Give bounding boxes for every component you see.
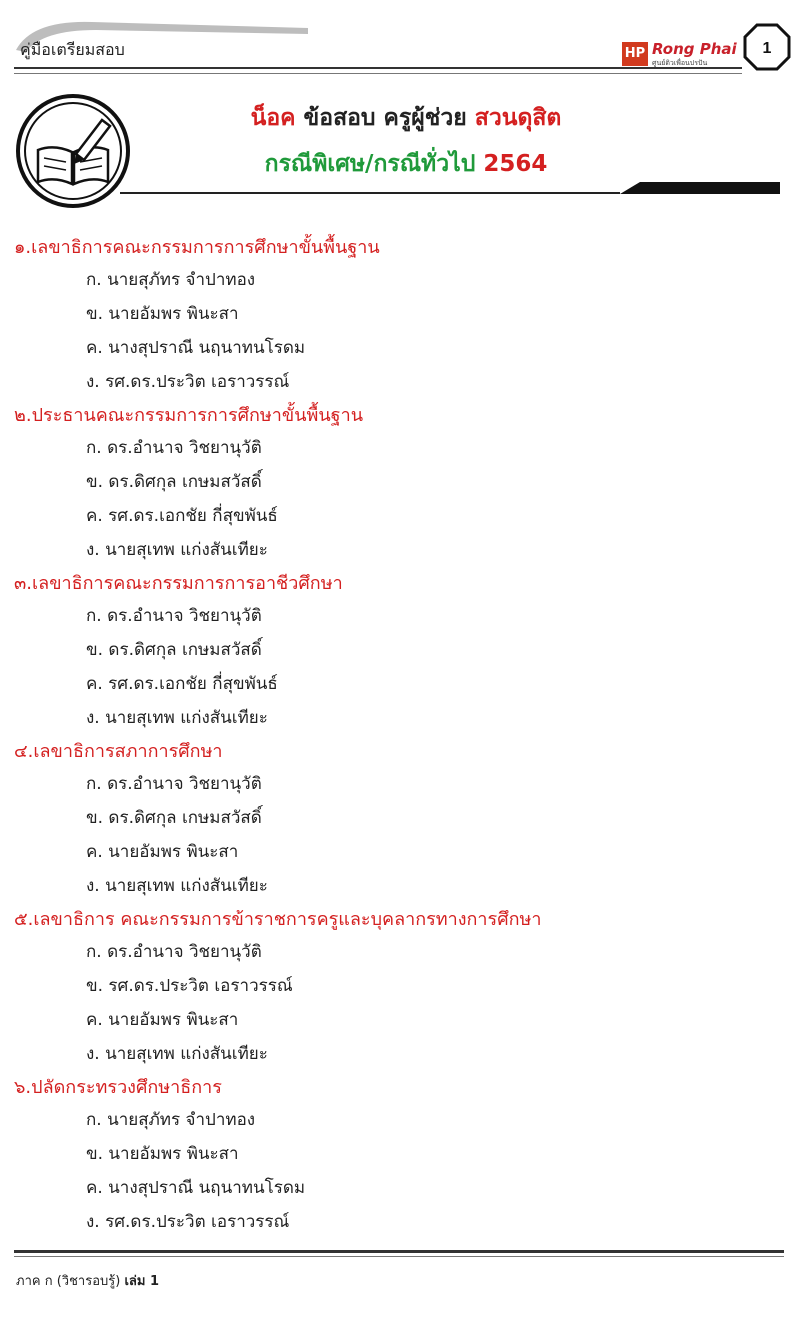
answer-option: ก. ดร.อำนาจ วิชยานุวัติ	[86, 438, 262, 458]
title-line-1	[226, 100, 586, 136]
question-text: เลขาธิการสภาการศึกษา	[33, 741, 223, 762]
answer-option: ก. นายสุภัทร จำปาทอง	[86, 1110, 256, 1130]
question-heading	[14, 400, 363, 429]
question-number: ๒.	[14, 405, 32, 426]
answer-option: ค. รศ.ดร.เอกชัย กี่สุขพันธ์	[86, 674, 278, 694]
question-text: ปลัดกระทรวงศึกษาธิการ	[31, 1077, 222, 1098]
logo-mark: HP	[622, 42, 648, 66]
logo-text: Rong Phai	[652, 40, 737, 58]
answer-option: ค. นางสุปราณี นฤนาทนโรดม	[86, 1178, 306, 1198]
answer-option: ค. รศ.ดร.เอกชัย กี่สุขพันธ์	[86, 506, 278, 526]
answer-option: ข. รศ.ดร.ประวิต เอราวรรณ์	[86, 976, 293, 996]
answer-option: ค. นายอัมพร พินะสา	[86, 1010, 239, 1030]
question-number: ๓.	[14, 573, 33, 594]
question-text: เลขาธิการคณะกรรมการการอาชีวศึกษา	[32, 573, 343, 594]
answer-option: ข. นายอัมพร พินะสา	[86, 304, 239, 324]
question-text: ประธานคณะกรรมการการศึกษาขั้นพื้นฐาน	[31, 405, 364, 426]
answer-option: ก. นายสุภัทร จำปาทอง	[86, 270, 256, 290]
title-main: ข้อสอบ ครูผู้ช่วย	[303, 105, 467, 131]
answer-option: ง. รศ.ดร.ประวิต เอราวรรณ์	[86, 1212, 290, 1232]
logo-subtext: ศูนย์ติวเพื่อนปรปัน	[652, 59, 708, 67]
page-number-badge	[742, 22, 792, 72]
question-number: ๑.	[14, 237, 32, 258]
title-university: สวนดุสิต	[474, 105, 562, 131]
footer-divider-thin	[14, 1256, 784, 1257]
footer-part: ภาค ก	[16, 1274, 53, 1289]
question-number: ๖.	[14, 1077, 32, 1098]
answer-option: ง. นายสุเทพ แก่งสันเทียะ	[86, 708, 268, 728]
answer-option: ข. ดร.ดิศกุล เกษมสวัสดิ์	[86, 808, 262, 828]
footer-divider	[14, 1250, 784, 1253]
header-divider	[14, 67, 742, 69]
question-heading	[14, 904, 542, 933]
question-heading	[14, 568, 343, 597]
footer-subject: (วิชารอบรู้)	[56, 1274, 121, 1289]
header-label: คู่มือเตรียมสอบ	[20, 40, 125, 59]
book-pencil-icon	[14, 92, 132, 210]
answer-option: ข. นายอัมพร พินะสา	[86, 1144, 239, 1164]
answer-option: ก. ดร.อำนาจ วิชยานุวัติ	[86, 606, 262, 626]
question-text: เลขาธิการคณะกรรมการการศึกษาขั้นพื้นฐาน	[31, 237, 380, 258]
question-text: เลขาธิการ คณะกรรมการข้าราชการครูและบุคลากรทางการศึกษา	[33, 909, 542, 930]
answer-option: ค. นายอัมพร พินะสา	[86, 842, 239, 862]
footer-volume: เล่ม 1	[124, 1274, 160, 1289]
answer-option: ง. นายสุเทพ แก่งสันเทียะ	[86, 540, 268, 560]
question-heading	[14, 1072, 222, 1101]
title-category: กรณีพิเศษ/กรณีทั่วไป	[264, 151, 476, 177]
title-band-decoration	[120, 180, 780, 196]
answer-option: ง. นายสุเทพ แก่งสันเทียะ	[86, 1044, 268, 1064]
answer-option: ก. ดร.อำนาจ วิชยานุวัติ	[86, 774, 262, 794]
answer-option: ค. นางสุปราณี นฤนาทนโรดม	[86, 338, 306, 358]
question-heading	[14, 736, 223, 765]
header-divider-thin	[14, 73, 742, 74]
answer-option: ข. ดร.ดิศกุล เกษมสวัสดิ์	[86, 472, 262, 492]
footer	[16, 1270, 159, 1291]
title-year: 2564	[483, 151, 548, 177]
brand-logo	[622, 38, 742, 68]
question-number: ๔.	[14, 741, 34, 762]
answer-option: ข. ดร.ดิศกุล เกษมสวัสดิ์	[86, 640, 262, 660]
answer-option: ง. นายสุเทพ แก่งสันเทียะ	[86, 876, 268, 896]
question-number: ๕.	[14, 909, 34, 930]
question-heading	[14, 232, 380, 261]
answer-option: ก. ดร.อำนาจ วิชยานุวัติ	[86, 942, 262, 962]
page-number: 1	[762, 40, 772, 57]
answer-option: ง. รศ.ดร.ประวิต เอราวรรณ์	[86, 372, 290, 392]
title-prefix: น็อค	[250, 105, 296, 131]
title-line-2	[206, 146, 606, 182]
